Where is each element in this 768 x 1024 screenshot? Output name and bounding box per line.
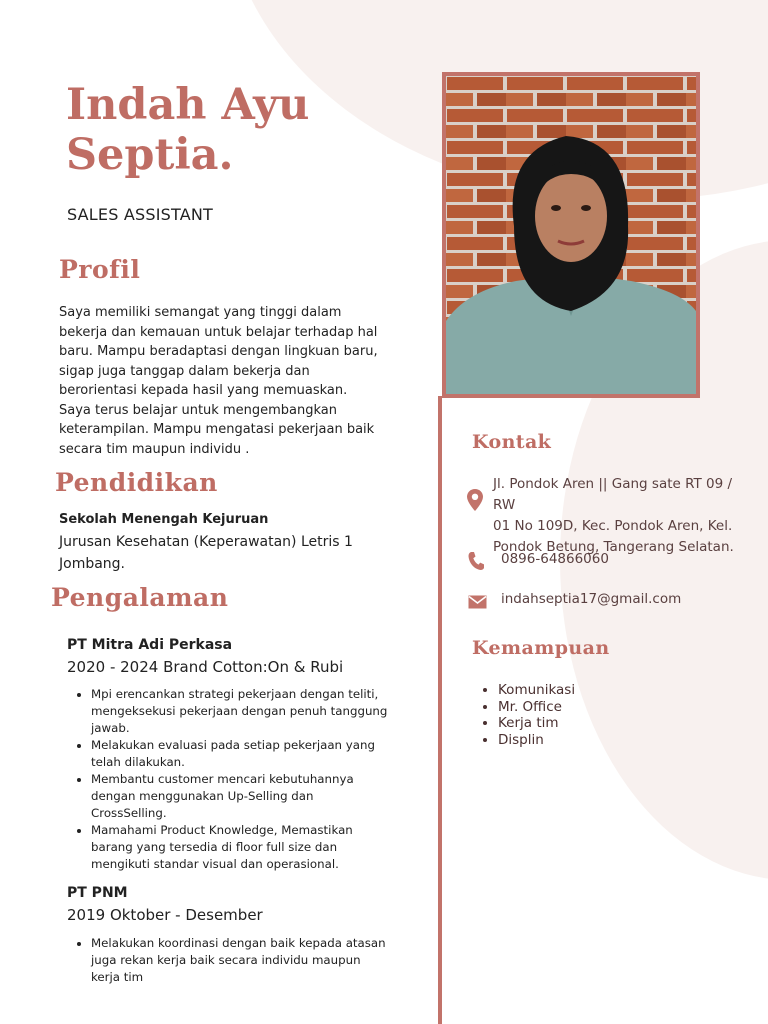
contact-email: indahseptia17@gmail.com [501,591,682,607]
kemampuan-heading: Kemampuan [472,637,610,659]
name-line-1: Indah Ayu [66,80,310,130]
job-company-2: PT PNM [67,885,128,901]
school-name: Sekolah Menengah Kejuruan [59,512,269,527]
skill-item: • Mr. Office [498,699,575,716]
skills-list [479,682,575,748]
job-duties-1 [72,686,391,873]
skill-item: • Kerja tim [498,715,575,732]
school-major: Jurusan Kesehatan (Keperawatan) Letris 1 Jombang. [59,534,353,572]
skill-item: • Komunikasi [498,682,575,699]
candidate-name [66,80,309,180]
job-period-1: 2020 - 2024 Brand Cotton:On & Rubi [67,658,344,676]
job-duty: • Membantu customer mencari kebutuhannya dengan menggunakan Up-Selling dan CrossSelling. [91,771,391,822]
job-period-2: 2019 Oktober - Desember [67,906,263,924]
job-duty: • Mpi erencankan strategi pekerjaan dengan teliti, mengeksekusi pekerjaan dengan penuh tanggung jawab. [91,686,391,737]
pengalaman-heading: Pengalaman [51,583,229,612]
address-line: Pondok Betung, Tangerang Selatan. [493,539,734,555]
kontak-heading: Kontak [472,431,552,453]
contact-address [493,474,758,558]
job-duty: • Mamahami Product Knowledge, Memastikan barang yang tersedia di floor full size dan mengikuti standar visual dan operasional. [91,822,391,873]
address-line: Jl. Pondok Aren || Gang sate RT 09 / RW [493,476,733,513]
job-title: SALES ASSISTANT [67,205,214,224]
skill-item: • Displin [498,732,575,749]
column-divider [438,396,442,1024]
contact-phone: 0896-64866060 [501,551,609,567]
job-company-1: PT Mitra Adi Perkasa [67,637,233,653]
job-duty: • Melakukan evaluasi pada setiap pekerjaan yang telah dilakukan. [91,737,391,771]
address-line: 01 No 109D, Kec. Pondok Aren, Kel. [493,518,733,534]
mail-icon [468,594,487,613]
profil-heading: Profil [59,255,141,284]
phone-icon [467,551,485,575]
pendidikan-heading: Pendidikan [55,468,218,497]
job-duty: • Melakukan koordinasi dengan baik kepada atasan juga rekan kerja baik secara individu maupun kerja tim [91,935,391,986]
location-pin-icon [466,488,484,516]
profile-photo [442,72,700,398]
name-line-2: Septia. [66,130,234,180]
job-duties-2 [72,935,391,986]
profil-text: Saya memiliki semangat yang tinggi dalam bekerja dan kemauan untuk belajar terhadap hal baru. Mampu beradaptasi dengan lingkuan baru, sigap juga tanggap dalam bekerja dan berorientasi kepada hasil yang memuaskan. Saya terus belajar untuk mengembangkan keterampilan. Mampu mengatasi pekerjaan baik secara tim maupun individu . [59,305,378,457]
